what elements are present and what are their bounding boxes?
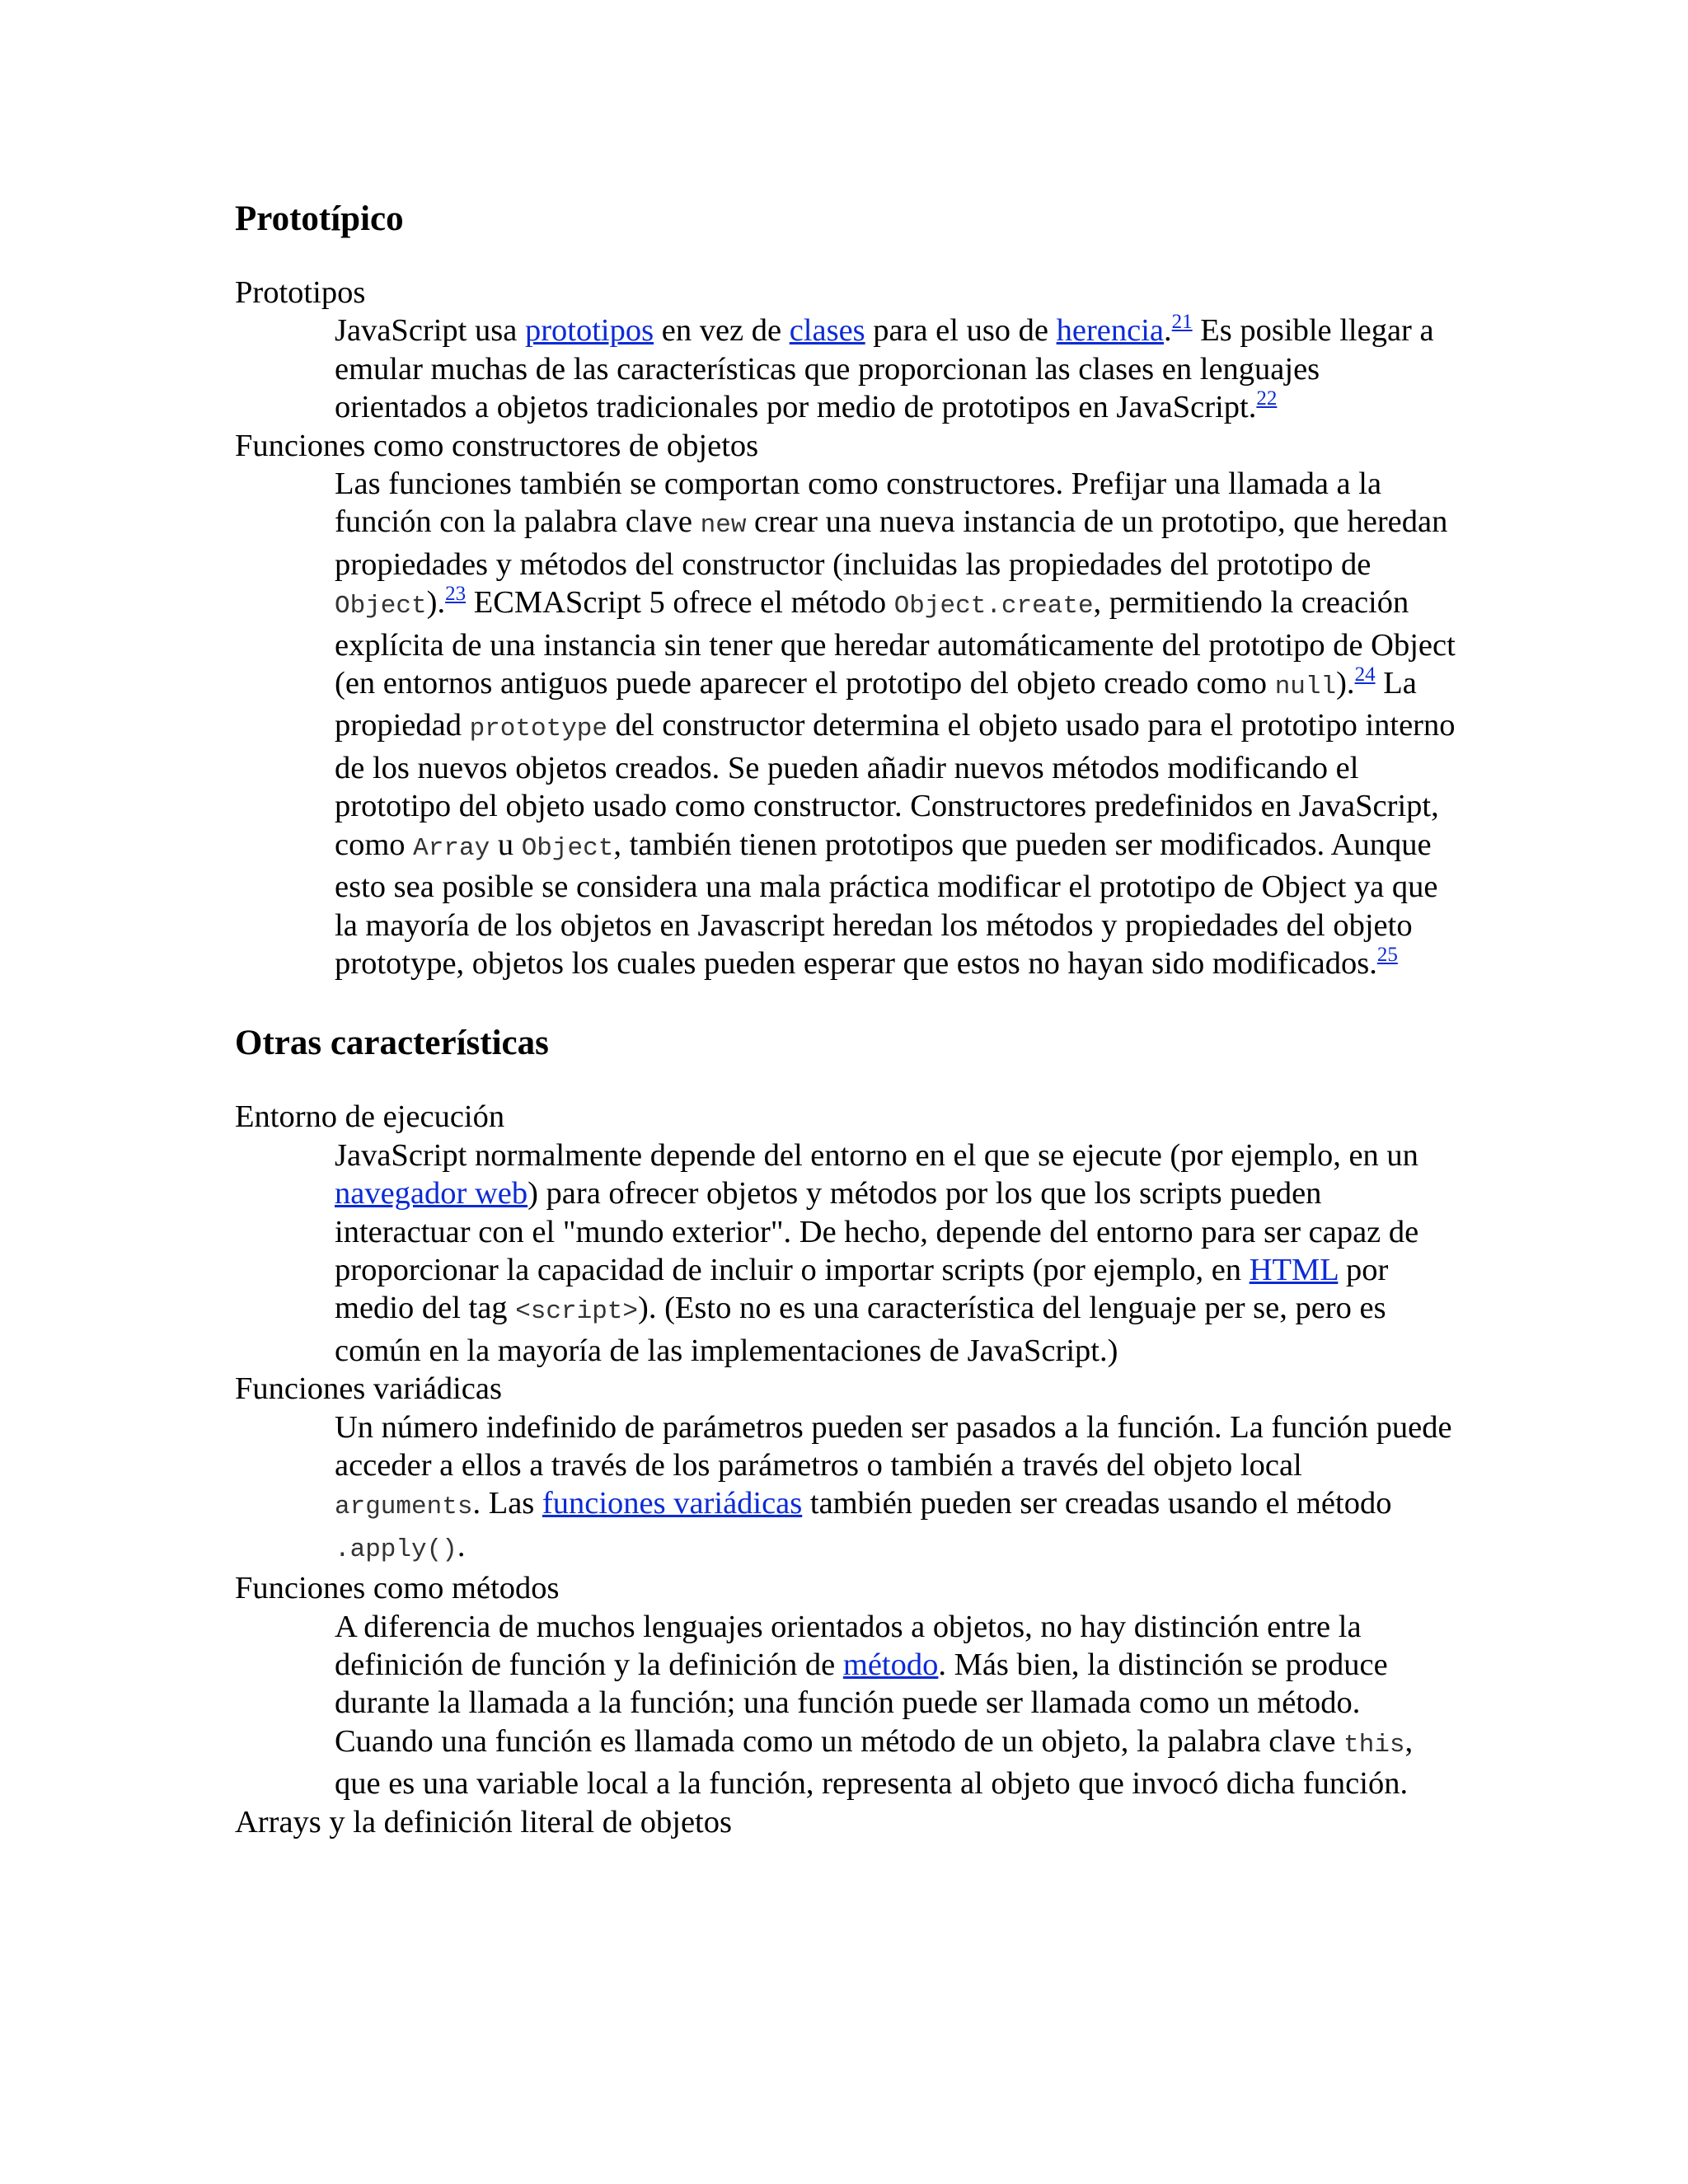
- section-heading-otras-caracteristicas: Otras características: [235, 1024, 549, 1063]
- reference-link-21[interactable]: 21: [1171, 311, 1193, 334]
- term-entorno-de-ejecucion: Entorno de ejecución: [235, 1099, 505, 1135]
- text-run: .: [457, 1528, 466, 1563]
- inline-code: .apply(): [335, 1535, 457, 1564]
- definition-list-prototipico: [235, 274, 1471, 982]
- text-run: ).: [1336, 666, 1355, 701]
- inline-code: Object: [521, 833, 614, 863]
- text-run: . Más bien, la distinción se produce durante la llamada a la función; una función puede ser llamada como un método. Cuando una función es llamada como un método de un objeto, la palabra clave: [335, 1647, 1388, 1759]
- text-run: JavaScript normalmente depende del entorno en el que se ejecute (por ejemplo, en un: [335, 1137, 1418, 1173]
- term-arrays-y-la-definicion-literal-de-objetos: Arrays y la definición literal de objetos: [235, 1804, 732, 1840]
- inline-code: new: [700, 511, 747, 541]
- document-page: [235, 198, 1471, 1841]
- text-run: . Las: [472, 1486, 542, 1521]
- definition-funciones-como-constructores-de-objetos: [335, 465, 1456, 982]
- definition-entorno-de-ejecucion: [335, 1137, 1456, 1370]
- text-run: crear una nueva instancia de un prototipo, que heredan propiedades y métodos del constructor (incluidas las propiedades del prototipo de: [335, 504, 1448, 582]
- link-prototipos[interactable]: prototipos: [524, 313, 654, 349]
- term-prototipos: Prototipos: [235, 275, 366, 310]
- definition-funciones-como-metodos: [335, 1608, 1456, 1803]
- reference-superscript: [1256, 387, 1277, 410]
- link-funciones-variadicas[interactable]: funciones variádicas: [542, 1486, 803, 1521]
- reference-superscript: [1172, 311, 1193, 333]
- text-run: Es posible llegar a emular muchas de las características que proporcionan las clases en lenguajes orientados a objetos tradicionales por medio de prototipos en JavaScript.: [335, 313, 1434, 425]
- reference-superscript: [1377, 944, 1398, 966]
- definition-list-otras-caracteristicas: [235, 1098, 1471, 1841]
- inline-code: Array: [413, 833, 490, 863]
- term-funciones-como-metodos: Funciones como métodos: [235, 1571, 560, 1606]
- link-metodo[interactable]: método: [842, 1647, 939, 1682]
- text-run: La propiedad: [335, 666, 1417, 743]
- link-html[interactable]: HTML: [1249, 1252, 1339, 1287]
- inline-code: prototype: [469, 715, 608, 744]
- link-navegador-web[interactable]: navegador web: [335, 1176, 528, 1212]
- text-run: ). (Esto no es una característica del lenguaje per se, pero es común en la mayoría de las implementaciones de JavaScript.): [335, 1291, 1386, 1368]
- text-run: también pueden ser creadas usando el método: [802, 1486, 1392, 1521]
- text-run: u: [490, 827, 522, 862]
- text-run: del constructor determina el objeto usado para el prototipo interno de los nuevos objetos creados. Se pueden añadir nuevos métodos modificando el prototipo del objeto usado como constructor. Constructores predefinidos en JavaScript, como: [335, 708, 1456, 862]
- link-herencia[interactable]: herencia: [1056, 313, 1165, 349]
- text-run: Un número indefinido de parámetros pueden ser pasados a la función. La función puede acceder a ellos a través de los parámetros o también a través del objeto local: [335, 1409, 1452, 1483]
- text-run: , permitiendo la creación explícita de una instancia sin tener que heredar automáticamente del prototipo de Object (en entornos antiguos puede aparecer el prototipo del objeto creado como: [335, 585, 1456, 701]
- reference-link-25[interactable]: 25: [1376, 943, 1398, 966]
- text-run: para el uso de: [865, 313, 1057, 349]
- text-run: .: [1164, 313, 1172, 349]
- reference-link-22[interactable]: 22: [1256, 387, 1278, 410]
- term-funciones-como-constructores-de-objetos: Funciones como constructores de objetos: [235, 428, 759, 463]
- text-run: ECMAScript 5 ofrece el método: [466, 585, 894, 621]
- reference-superscript: [1355, 663, 1376, 686]
- definition-funciones-variadicas: [335, 1408, 1456, 1570]
- text-run: , que es una variable local a la función, representa al objeto que invocó dicha función.: [335, 1723, 1414, 1802]
- inline-code: <script>: [515, 1297, 639, 1327]
- text-run: JavaScript usa: [335, 313, 525, 349]
- definition-prototipos: [335, 312, 1456, 426]
- inline-code: Object.create: [893, 592, 1094, 621]
- text-run: , también tienen prototipos que pueden ser modificados. Aunque esto sea posible se considera una mala práctica modificar el prototipo de Object ya que la mayoría de los objetos en Javascript heredan los métodos y propiedades del objeto prototype, objetos los cuales pueden esperar que estos no hayan sido modificados.: [335, 827, 1438, 981]
- text-run: por medio del tag: [335, 1252, 1389, 1326]
- reference-link-24[interactable]: 24: [1354, 663, 1376, 687]
- term-funciones-variadicas: Funciones variádicas: [235, 1371, 502, 1407]
- text-run: ).: [426, 585, 446, 621]
- reference-link-23[interactable]: 23: [445, 583, 467, 606]
- link-clases[interactable]: clases: [789, 313, 865, 349]
- inline-code: Object: [335, 592, 427, 621]
- inline-code: null: [1274, 673, 1337, 702]
- text-run: ) para ofrecer objetos y métodos por los que los scripts pueden interactuar con el "mundo exterior". De hecho, depende del entorno para ser capaz de proporcionar la capacidad de incluir o importar scripts (por ejemplo, en: [335, 1176, 1419, 1287]
- text-run: Las funciones también se comportan como constructores. Prefijar una llamada a la función con la palabra clave: [335, 466, 1382, 540]
- text-run: A diferencia de muchos lenguajes orientados a objetos, no hay distinción entre la definición de función y la definición de: [335, 1609, 1362, 1682]
- reference-superscript: [445, 583, 466, 605]
- text-run: en vez de: [654, 313, 790, 349]
- section-heading-prototipico: Prototípico: [235, 199, 404, 238]
- inline-code: arguments: [335, 1493, 473, 1522]
- inline-code: this: [1343, 1730, 1405, 1760]
